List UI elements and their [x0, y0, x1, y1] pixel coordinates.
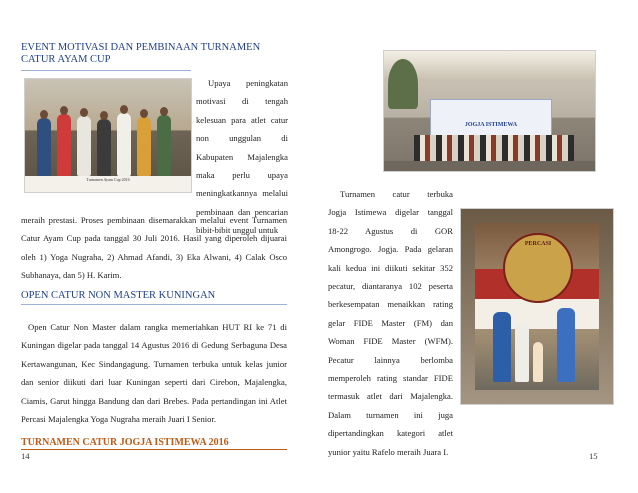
person-head: [120, 105, 128, 114]
text-line: Amongrogo. Jogja. Pada gelaran: [328, 244, 453, 255]
heading-jogja-istimewa: TURNAMEN CATUR JOGJA ISTIMEWA 2016: [21, 437, 229, 448]
text-line: pecatur, diantaranya 102 peserta: [328, 281, 453, 292]
photo-ayam-cup-winners: [24, 78, 192, 193]
person-figure: [157, 115, 171, 176]
text-line: meningkatkannya melalui: [196, 188, 288, 199]
person-head: [80, 108, 88, 117]
paragraph-ayam-cup-full: meraih prestasi. Proses pembinaan disemarakkan melalui event Turnamen Catur Ayam Cup pada tanggal 30 Juli 2016. Hasil yang diperoleh dijuarai oleh 1) Yoga Nugraha, 2) Ahmad Afandi, 3) Eka Alwani, 4) Calak Osco Subhanaya, dan 5) H. Karim.: [21, 215, 287, 281]
crowd: [414, 135, 574, 161]
text-line: yunior yaitu Rafelo meraih Juara I.: [328, 446, 449, 457]
backdrop: [475, 223, 599, 390]
text-line: berkesempatan menaikkan rating: [328, 299, 453, 310]
text-line: Turnamen catur terbuka: [340, 189, 453, 199]
person-figure: [557, 308, 575, 382]
person-head: [160, 107, 168, 116]
person-figure: [493, 312, 511, 382]
paragraph-open-catur: Open Catur Non Master dalam rangka memeriahkan HUT RI ke 71 di Kuningan digelar pada tanggal 14 Agustus 2016 di Gedung Serbaguna Desa Kertawangunan, Kec Sindangagung. Turnamen terbuka untuk kelas junior dan senior diikuti dari luar Kuningan seperti dari Cirebon, Majalengka, Ciamis, Garut hingga Bandung dan dari Brebes. Pada pertandingan ini Atlet Percasi Majalengka Yoga Nugraha meraih Juari I Senior.: [21, 322, 287, 425]
text-line: kelesuan para atlet catur: [196, 114, 288, 125]
heading-open-catur: OPEN CATUR NON MASTER KUNINGAN: [21, 290, 216, 301]
person-figure: [77, 116, 91, 176]
text-line: maka perlu upaya: [196, 170, 288, 181]
text-line: memperoleh rating standar FIDE: [328, 373, 453, 384]
person-head: [100, 111, 108, 120]
text-line: 18-22 Agustus di GOR: [328, 225, 453, 236]
text-line: non unggulan di: [196, 133, 288, 144]
ground: [384, 161, 595, 171]
text-line: Woman FIDE Master (WFM).: [328, 336, 453, 347]
heading-line-2: CATUR AYAM CUP: [21, 54, 111, 65]
text-line: Jogja Istimewa digelar tanggal: [328, 207, 453, 218]
text-line: Dalam turnamen ini juga: [328, 409, 453, 420]
text-line: Pecatur lainnya berlomba: [328, 354, 453, 365]
person-figure: [37, 118, 51, 176]
person-figure: [137, 117, 151, 176]
text-line: dipertandingkan kategori atlet: [328, 428, 453, 439]
photo-caption: Turnamen Ayam Cup 2016: [25, 176, 191, 192]
page-number-right: 15: [589, 451, 598, 461]
person-figure: [57, 114, 71, 176]
logo-text: PERCASI: [524, 241, 552, 247]
photo-jogja-istimewa-group: [383, 50, 596, 172]
heading-rule: [21, 70, 191, 71]
text-line: termasuk atlet dari Majalengka.: [328, 391, 453, 402]
banner-text: JOGJA ISTIMEWA: [464, 122, 518, 128]
text-line: Kabupaten Majalengka: [196, 151, 288, 162]
heading-event-motivasi: [21, 42, 281, 66]
heading-rule: [21, 304, 287, 305]
person-figure: [97, 119, 111, 176]
text-line: kali kedua ini diikuti sekitar 352: [328, 262, 453, 273]
person-figure: [515, 324, 529, 382]
text-line: motivasi di tengah: [196, 96, 288, 107]
person-head: [60, 106, 68, 115]
tree: [388, 59, 418, 109]
text-line: bibit-bibit unggul untuk: [196, 225, 279, 236]
text-line: gelar FIDE Master (FM) dan: [328, 317, 453, 328]
person-head: [140, 109, 148, 118]
heading-rule-orange: [21, 449, 287, 450]
text-line: Upaya peningkatan: [208, 78, 288, 88]
person-figure: [117, 113, 131, 176]
person-figure: [533, 342, 543, 382]
page-number-left: 14: [21, 451, 30, 461]
paragraph-jogja-istimewa: [328, 185, 453, 461]
percasi-logo-icon: [503, 233, 573, 303]
person-head: [40, 110, 48, 119]
text-line: pembinaan dan pencarian: [196, 206, 288, 217]
photo-rafelo-juara: [460, 208, 614, 405]
heading-line-1: EVENT MOTIVASI DAN PEMBINAAN TURNAMEN: [21, 42, 261, 53]
